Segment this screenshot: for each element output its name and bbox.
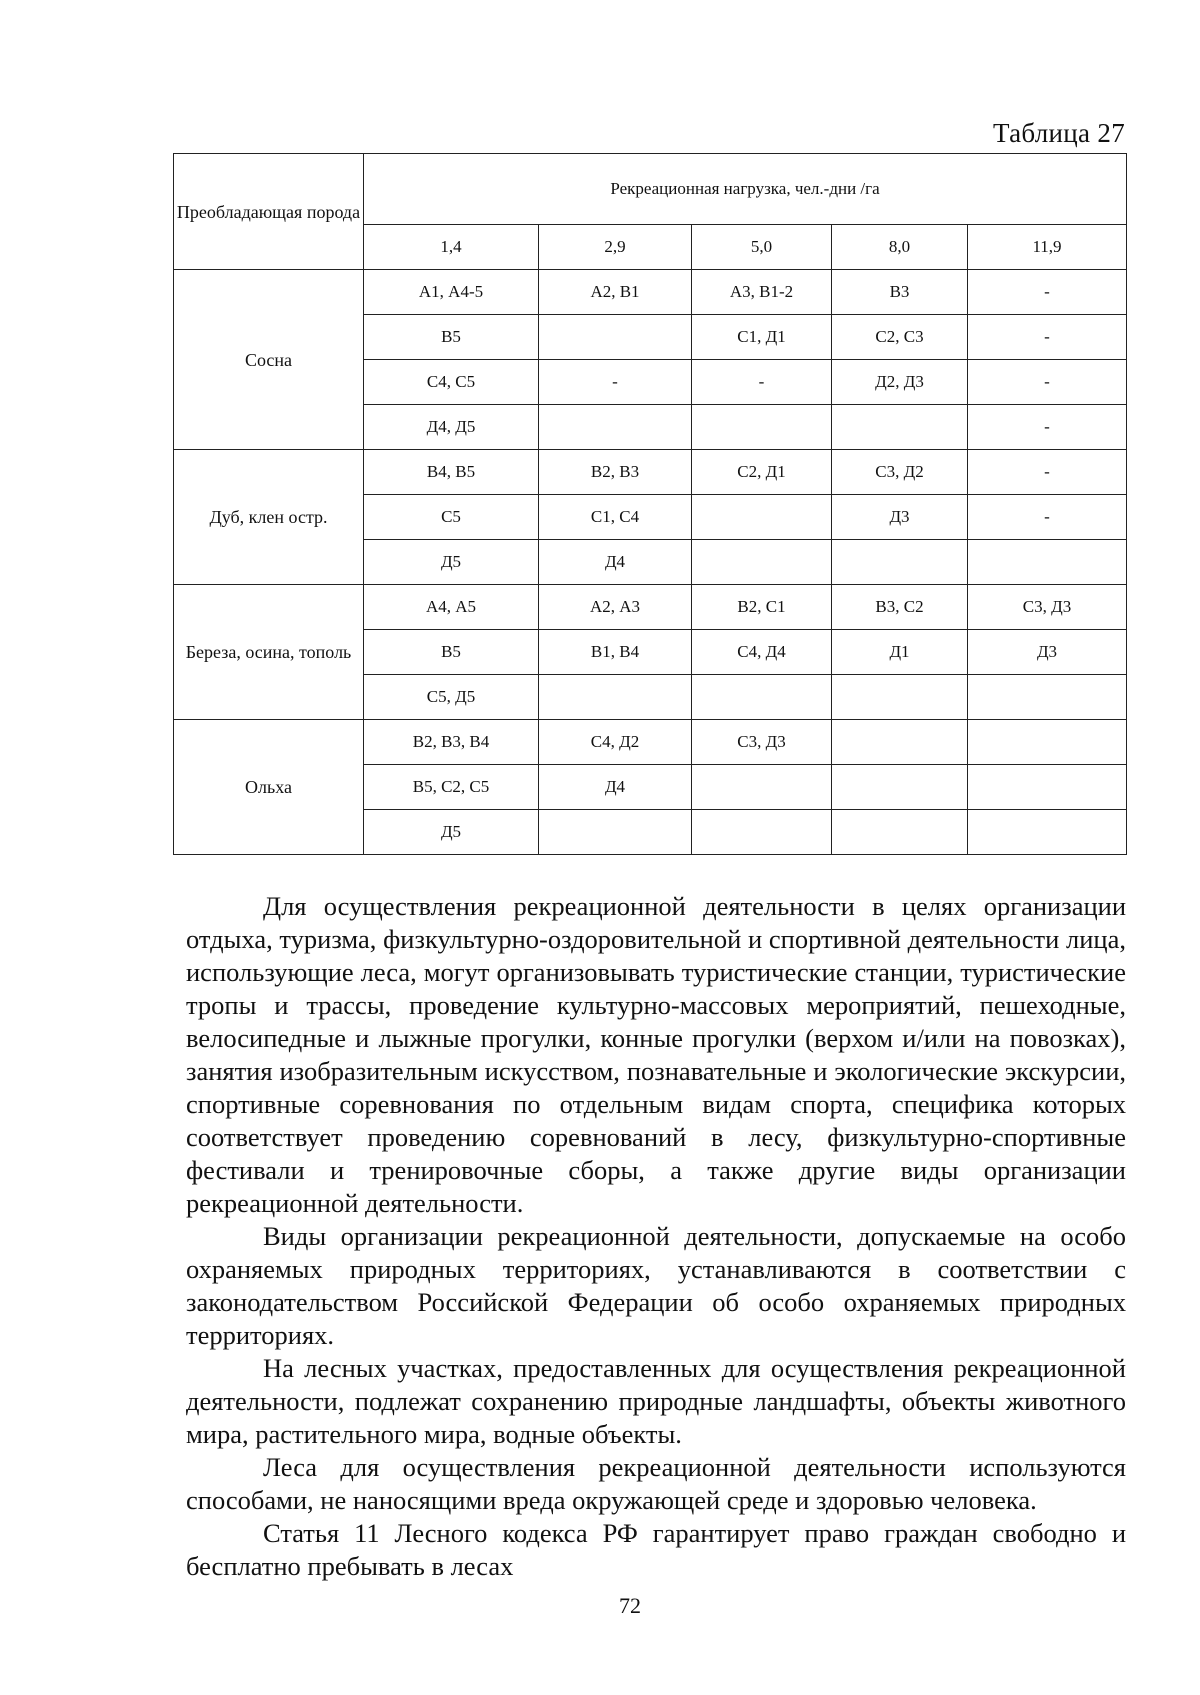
table-cell: Д1 [832, 630, 968, 675]
table-cell: С4, Д4 [692, 630, 832, 675]
table-cell: В5 [364, 315, 539, 360]
table-cell [968, 810, 1127, 855]
species-header: Преобладающая порода [174, 154, 364, 270]
table-caption: Таблица 27 [993, 118, 1125, 148]
table-cell: А3, В1-2 [692, 270, 832, 315]
load-column-header: 11,9 [968, 225, 1127, 270]
paragraph: Для осуществления рекреационной деятельности в целях организации отдыха, туризма, физкультурно-оздоровительной и спортивной деятельности лица, использующие леса, могут организовывать туристические станции, туристические тропы и трассы, проведение культурно-массовых мероприятий, пешеходные, велосипедные и лыжные прогулки, конные прогулки (верхом и/или на повозках), занятия изобразительным искусством, познавательные и экологические экскурсии, спортивные соревнования по отдельным видам спорта, специфика которых соответствует проведению соревнований в лесу, физкультурно-спортивные фестивали и тренировочные сборы, а также другие виды организации рекреационной деятельности. [186, 891, 1126, 1218]
table-cell: С4, Д2 [539, 720, 692, 765]
table-cell: А4, А5 [364, 585, 539, 630]
table-row [174, 720, 1127, 765]
table-cell [692, 405, 832, 450]
table-cell [692, 540, 832, 585]
table-cell [539, 810, 692, 855]
load-column-header: 5,0 [692, 225, 832, 270]
table-cell: Д4 [539, 765, 692, 810]
table-cell: В2, В3 [539, 450, 692, 495]
table-cell: Д3 [968, 630, 1127, 675]
table-cell: С3, Д3 [968, 585, 1127, 630]
table-cell: - [968, 450, 1127, 495]
table-row [174, 270, 1127, 315]
table-cell [692, 765, 832, 810]
table-cell: С3, Д2 [832, 450, 968, 495]
table-cell: В5 [364, 630, 539, 675]
table-cell [832, 810, 968, 855]
table-cell: В5, С2, С5 [364, 765, 539, 810]
table-cell: - [539, 360, 692, 405]
table-row [174, 450, 1127, 495]
load-column-header: 1,4 [364, 225, 539, 270]
table-cell [692, 495, 832, 540]
table-cell [539, 315, 692, 360]
species-cell: Ольха [174, 720, 364, 855]
species-cell: Дуб, клен остр. [174, 450, 364, 585]
table-cell: В4, В5 [364, 450, 539, 495]
table-cell: В3 [832, 270, 968, 315]
table-cell: Д2, Д3 [832, 360, 968, 405]
table-cell: С5, Д5 [364, 675, 539, 720]
table-cell: Д4 [539, 540, 692, 585]
table-cell: - [692, 360, 832, 405]
table-cell: В3, С2 [832, 585, 968, 630]
table-cell: С1, Д1 [692, 315, 832, 360]
table-row [174, 585, 1127, 630]
load-header: Рекреационная нагрузка, чел.-дни /га [364, 154, 1127, 225]
table-cell: С1, С4 [539, 495, 692, 540]
table-cell: А1, А4-5 [364, 270, 539, 315]
table-cell [968, 540, 1127, 585]
table-cell: - [968, 360, 1127, 405]
table-cell [832, 675, 968, 720]
paragraph: Статья 11 Лесного кодекса РФ гарантирует право граждан свободно и бесплатно пребывать в лесах [186, 1518, 1126, 1581]
load-column-header: 8,0 [832, 225, 968, 270]
species-cell: Береза, осина, тополь [174, 585, 364, 720]
body-text [186, 890, 1126, 1583]
table-cell [832, 765, 968, 810]
paragraph: Виды организации рекреационной деятельности, допускаемые на особо охраняемых природных территориях, устанавливаются в соответствии с законодательством Российской Федерации об особо охраняемых природных территориях. [186, 1221, 1126, 1350]
table-cell: С3, Д3 [692, 720, 832, 765]
table-cell [832, 405, 968, 450]
table-cell: Д5 [364, 540, 539, 585]
table-cell: - [968, 270, 1127, 315]
page-number: 72 [619, 1593, 641, 1618]
table-cell [968, 765, 1127, 810]
table-cell [968, 675, 1127, 720]
table-cell: А2, А3 [539, 585, 692, 630]
table-cell: - [968, 405, 1127, 450]
table-cell: В1, В4 [539, 630, 692, 675]
table-cell [539, 405, 692, 450]
species-cell: Сосна [174, 270, 364, 450]
table-cell: Д3 [832, 495, 968, 540]
table-cell: Д4, Д5 [364, 405, 539, 450]
table-header-row [174, 154, 1127, 225]
table-cell: С2, Д1 [692, 450, 832, 495]
table-cell: В2, В3, В4 [364, 720, 539, 765]
table-body [174, 154, 1127, 855]
paragraph: На лесных участках, предоставленных для осуществления рекреационной деятельности, подлежат сохранению природные ландшафты, объекты животного мира, растительного мира, водные объекты. [186, 1353, 1126, 1449]
table-cell [968, 720, 1127, 765]
table-cell [692, 810, 832, 855]
table-cell: С2, С3 [832, 315, 968, 360]
table-cell: А2, В1 [539, 270, 692, 315]
load-column-header: 2,9 [539, 225, 692, 270]
table-cell: - [968, 495, 1127, 540]
recreation-load-table [173, 153, 1127, 855]
recreation-load-table-wrapper [173, 153, 1126, 855]
paragraph: Леса для осуществления рекреационной деятельности используются способами, не наносящими вреда окружающей среде и здоровью человека. [186, 1452, 1126, 1515]
table-cell [692, 675, 832, 720]
table-cell [832, 720, 968, 765]
table-cell [832, 540, 968, 585]
table-cell: Д5 [364, 810, 539, 855]
table-cell: В2, С1 [692, 585, 832, 630]
table-cell: - [968, 315, 1127, 360]
table-cell: С4, С5 [364, 360, 539, 405]
table-cell: С5 [364, 495, 539, 540]
table-cell [539, 675, 692, 720]
